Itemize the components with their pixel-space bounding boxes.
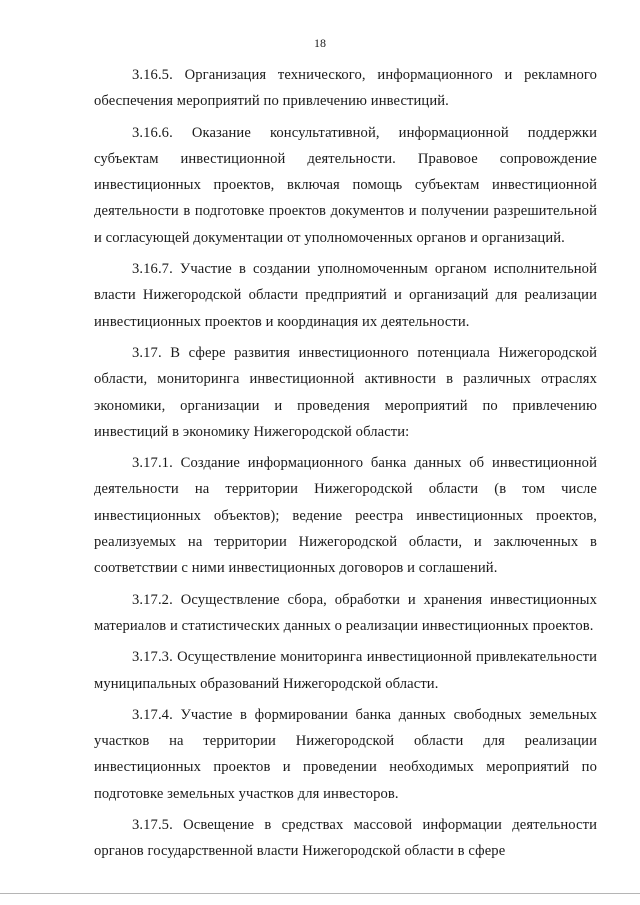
paragraph-3-16-7: 3.16.7. Участие в создании уполномоченным органом исполнительной власти Нижегородской области предприятий и организаций для реализации инвестиционных проектов и координация их деятельности. — [94, 261, 597, 330]
page-number: 18 — [314, 36, 326, 50]
paragraph-3-17-2: 3.17.2. Осуществление сбора, обработки и хранения инвестиционных материалов и статистических данных о реализации инвестиционных проектов. — [94, 591, 597, 634]
paragraph-3-16-6: 3.16.6. Оказание консультативной, информационной поддержки субъектам инвестиционной деятельности. Правовое сопровождение инвестиционных проектов, включая помощь субъектам инвестиционной деятельности в подготовке проектов документов и получении разрешительной и согласующей документации от уполномоченных органов и организаций. — [94, 124, 597, 246]
paragraph-3-16-5: 3.16.5. Организация технического, информационного и рекламного обеспечения мероприятий по привлечению инвестиций. — [94, 67, 597, 110]
document-body — [94, 62, 597, 870]
paragraph-3-17-3: 3.17.3. Осуществление мониторинга инвестиционной привлекательности муниципальных образований Нижегородской области. — [94, 649, 597, 692]
page-bottom-divider — [0, 893, 640, 894]
paragraph-3-17-5: 3.17.5. Освещение в средствах массовой информации деятельности органов государственной власти Нижегородской области в сфере — [94, 817, 597, 860]
paragraph-3-17: 3.17. В сфере развития инвестиционного потенциала Нижегородской области, мониторинга инвестиционной активности в различных отраслях экономики, организации и проведения мероприятий по привлечению инвестиций в экономику Нижегородской области: — [94, 344, 597, 440]
paragraph-3-17-4: 3.17.4. Участие в формировании банка данных свободных земельных участков на территории Нижегородской области для реализации инвестиционных проектов и проведении необходимых мероприятий по подготовке земельных участков для инвесторов. — [94, 706, 597, 802]
paragraph-3-17-1: 3.17.1. Создание информационного банка данных об инвестиционной деятельности на территории Нижегородской области (в том числе инвестиционных объектов); ведение реестра инвестиционных проектов, реализуемых на территории Нижегородской области, и заключенных в соответствии с ними инвестиционных договоров и соглашений. — [94, 455, 597, 577]
